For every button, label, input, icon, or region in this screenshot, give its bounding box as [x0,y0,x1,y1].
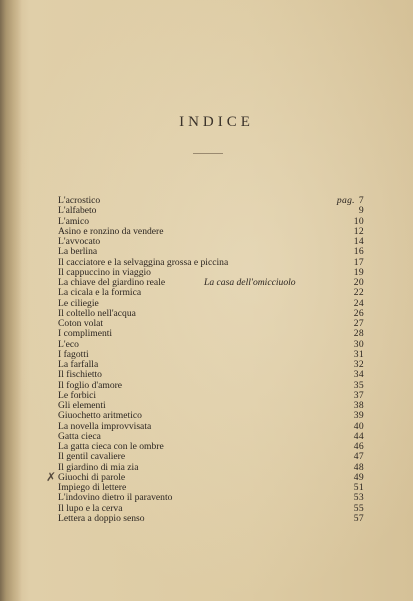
page-number: 47 [353,451,364,463]
index-list [46,195,364,524]
entry-title: Gatta cieca [58,430,101,442]
page-number: 26 [353,307,364,319]
page-number: 30 [353,338,364,350]
entry-title: La berlina [58,246,98,258]
entry-title: Il lupo e la cerva [58,502,123,514]
page-number: 40 [353,420,364,432]
entry-title: Il gentil cavaliere [58,451,126,463]
index-entry [58,411,364,421]
page-number: 12 [353,225,364,237]
entry-title: L'eco [58,338,79,350]
entry-title: Giuochetto aritmetico [58,410,142,422]
page-number: 22 [353,287,364,299]
entry-title: La novella improvvisata [58,420,152,432]
index-entry [58,452,364,462]
entry-title: La cicala e la formica [58,287,142,299]
page-number: 51 [353,482,364,493]
page-number: 31 [353,348,364,360]
index-entry [58,381,364,391]
index-entry [58,329,364,339]
page-number: 16 [353,246,364,258]
entry-title: Asino e ronzino da vendere [58,225,164,237]
page-number: 7 [358,195,364,206]
page-number: 49 [353,471,364,483]
page-number: 44 [353,430,364,442]
page-number: 46 [353,441,364,452]
page-label: pag. [336,195,355,206]
page-number: 53 [353,492,364,504]
index-entry [58,370,364,380]
page-number: 14 [353,236,364,247]
page-number: 32 [353,359,364,370]
entry-title: La gatta cieca con le ombre [58,441,164,452]
page-number: 38 [353,400,364,411]
entry-title: I complimenti [58,328,113,340]
entry-title: Il cappuccino in viaggio [58,266,151,278]
index-entry [58,196,364,206]
page-number: 19 [353,266,364,278]
index-entry [58,237,364,247]
index-entry [58,206,364,216]
entry-title: Giuochi di parole [58,471,126,483]
entry-title: Il fischietto [58,369,102,381]
index-entry [58,247,364,257]
page-number: 55 [353,502,364,514]
index-entry [58,422,364,432]
entry-subtitle: La casa dell'omicciuolo [204,277,296,288]
entry-title: La farfalla [58,359,99,370]
entry-title: L'indovino dietro il paravento [58,492,173,504]
page-number: 48 [353,461,364,473]
handwritten-x-mark-icon: ✗ [46,469,57,484]
entry-page-number [354,514,364,524]
page-gutter [0,0,22,601]
entry-title: Lettera a doppio senso [58,512,145,524]
index-entry [58,288,364,298]
index-entry [58,350,364,360]
index-entry [58,227,364,237]
page-number: 20 [353,277,364,288]
entry-title: Il foglio d'amore [58,379,123,391]
page-title: INDICE [179,114,254,130]
index-entry [58,360,364,370]
entry-title: L'avvocato [58,236,101,247]
entry-title: L'acrostico [58,195,101,206]
page-number: 27 [353,318,364,329]
page-number: 24 [353,297,364,309]
entry-title: Le forbici [58,389,97,401]
page-number: 37 [353,389,364,401]
entry-title: Le ciliegie [58,297,99,309]
entry-title: Il cacciatore e la selvaggina grossa e piccina [58,256,229,268]
entry-title: Il coltello nell'acqua [58,307,136,319]
page-number: 35 [353,379,364,391]
page-number: 10 [353,215,364,227]
entry-title: L'alfabeto [58,205,97,217]
index-entry [58,493,364,503]
entry-title: Il giardino di mia zia [58,461,139,473]
entry-title: L'amico [58,215,90,227]
page-number: 34 [353,369,364,381]
page-number: 57 [353,512,364,524]
entry-title: Gli elementi [58,400,106,411]
index-entry [58,514,364,524]
index-entry [58,309,364,319]
page-number: 9 [358,205,364,217]
page-number: 17 [353,256,364,268]
entry-title: I fagotti [58,348,89,360]
title-divider [193,153,223,154]
index-entry [58,340,364,350]
page-number: 28 [353,328,364,340]
entry-title: Impiego di lettere [58,482,127,493]
entry-title: Coton volat [58,318,104,329]
page-number: 39 [353,410,364,422]
entry-title: La chiave del giardino reale [58,277,166,288]
